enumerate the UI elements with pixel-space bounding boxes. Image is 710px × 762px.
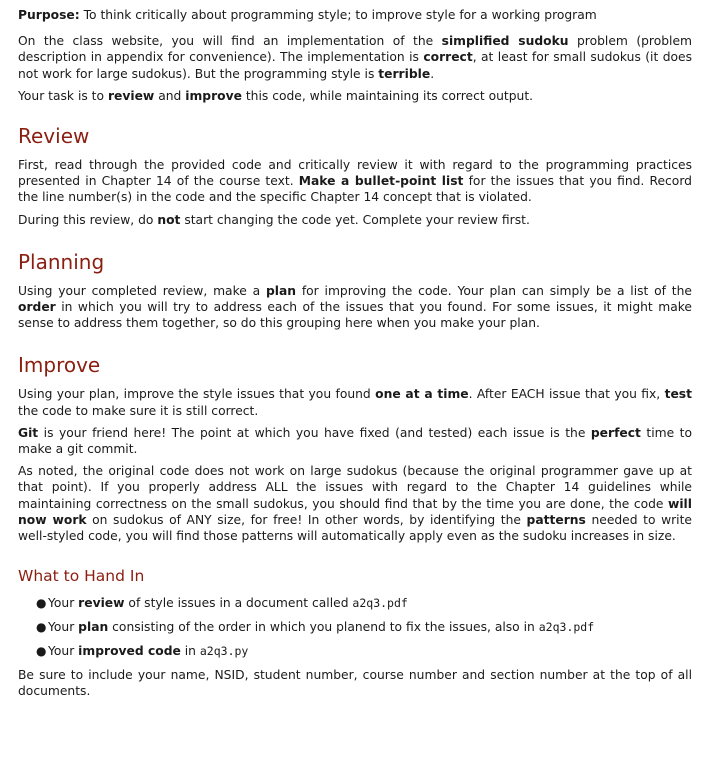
section-heading-hand-in: What to Hand In	[18, 567, 145, 586]
list-item	[18, 595, 692, 611]
review-paragraph-2	[18, 212, 692, 228]
text-run: During this review, do	[18, 212, 158, 227]
text-run: First, read through the provided code and critically review it with regard to the programming practices presented in Chapter 14 of the course text.	[18, 158, 692, 189]
text-run: in which you will try to address each of the issues that you found. For some issues, it might make sense to address them together, so do this grouping here when you make your plan.	[18, 300, 692, 331]
bold-run: one at a time	[375, 387, 469, 402]
bold-run: order	[18, 300, 56, 315]
filename-code: a2q3.py	[199, 644, 249, 659]
text-run: On the class website, you will find an implementation of the	[18, 34, 442, 49]
bold-run: improved code	[78, 644, 181, 659]
bold-run: test	[664, 387, 693, 402]
text-run: Using your plan, improve the style issues that you found	[18, 387, 376, 402]
text-run: is your friend here! The point at which you have fixed (and tested) each issue is the	[38, 425, 591, 440]
section-heading-planning: Planning	[18, 249, 105, 274]
text-run: for the issues that you find. Record the line number(s) in the code and the specific Chapter 14 concept that is violated.	[18, 174, 692, 205]
text-run: of style issues in a document called	[124, 596, 353, 611]
text-run: Your	[48, 644, 79, 659]
intro-paragraph-2	[18, 88, 692, 104]
section-heading-improve: Improve	[18, 353, 101, 378]
bold-run: not	[157, 212, 181, 227]
bold-run: perfect	[590, 425, 641, 440]
bold-run: review	[78, 596, 125, 611]
bold-run: patterns	[526, 512, 586, 527]
text-run: Using your completed review, make a	[18, 283, 266, 298]
bold-run: plan	[78, 620, 109, 635]
improve-paragraph-1	[18, 386, 692, 418]
text-run: time to make a git commit.	[18, 425, 693, 457]
filename-code: a2q3.pdf	[352, 596, 408, 611]
bold-run: simplified sudoku	[441, 34, 569, 49]
text-run: this code, while maintaining its correct output.	[241, 88, 534, 103]
bold-run: improve	[185, 88, 242, 103]
hand-in-list	[18, 595, 692, 659]
purpose-line	[18, 7, 692, 23]
hand-in-footer: Be sure to include your name, NSID, student number, course number and section number at the top of all documents.	[18, 668, 692, 699]
bullet-icon: ●	[36, 620, 47, 635]
text-run: in	[180, 644, 200, 659]
bold-run: review	[107, 88, 155, 103]
text-run: Your	[48, 620, 79, 635]
section-heading-review: Review	[18, 124, 90, 149]
text-run: , at least for small sudokus (it does not work for large sudokus). But the programming style is	[18, 50, 692, 81]
text-run: . After EACH issue that you fix,	[468, 387, 665, 402]
text-run: problem (problem description in appendix for convenience). The implementation is	[18, 34, 693, 65]
bullet-icon: ●	[36, 596, 47, 611]
planning-paragraph-1	[18, 283, 692, 332]
text-run: Your task is to	[18, 88, 108, 103]
list-item	[18, 643, 692, 659]
text-run: needed to write well-styled code, you will find those patterns will automatically apply even as the sudoku increases in size.	[18, 512, 692, 544]
purpose-text: To think critically about programming style; to improve style for a working program	[83, 8, 597, 22]
text-run: on sudokus of ANY size, for free! In other words, by identifying the	[86, 512, 527, 527]
bold-run: will now work	[18, 496, 692, 527]
improve-paragraph-2	[18, 425, 692, 457]
bold-run: Make a bullet-point list	[298, 174, 464, 189]
improve-paragraph-3	[18, 463, 692, 544]
text-run: consisting of the order in which you planend to fix the issues, also in	[108, 620, 539, 635]
bullet-icon: ●	[36, 644, 47, 659]
purpose-label: Purpose:	[18, 8, 80, 22]
text-run: Your	[48, 596, 79, 611]
text-run: As noted, the original code does not work on large sudokus (because the original programmer gave up at that point). If you properly address ALL the issues with regard to the Chapter 14 guidelines while maintaining correctness on the small sudokus, you should find that by the time you are done, the code	[18, 464, 692, 511]
text-run: and	[154, 88, 186, 103]
list-item	[18, 619, 692, 635]
bold-run: terrible	[378, 66, 431, 81]
text-run: start changing the code yet. Complete your review first.	[180, 212, 530, 227]
bold-run: Git	[18, 425, 39, 440]
bold-run: plan	[265, 283, 297, 298]
review-paragraph-1	[18, 157, 692, 206]
text-run: .	[430, 66, 435, 81]
text-run: for improving the code. Your plan can simply be a list of the	[296, 283, 692, 298]
bold-run: correct	[423, 50, 473, 65]
text-run: the code to make sure it is still correct.	[18, 403, 259, 418]
filename-code: a2q3.pdf	[538, 620, 595, 635]
intro-paragraph-1	[18, 33, 692, 82]
